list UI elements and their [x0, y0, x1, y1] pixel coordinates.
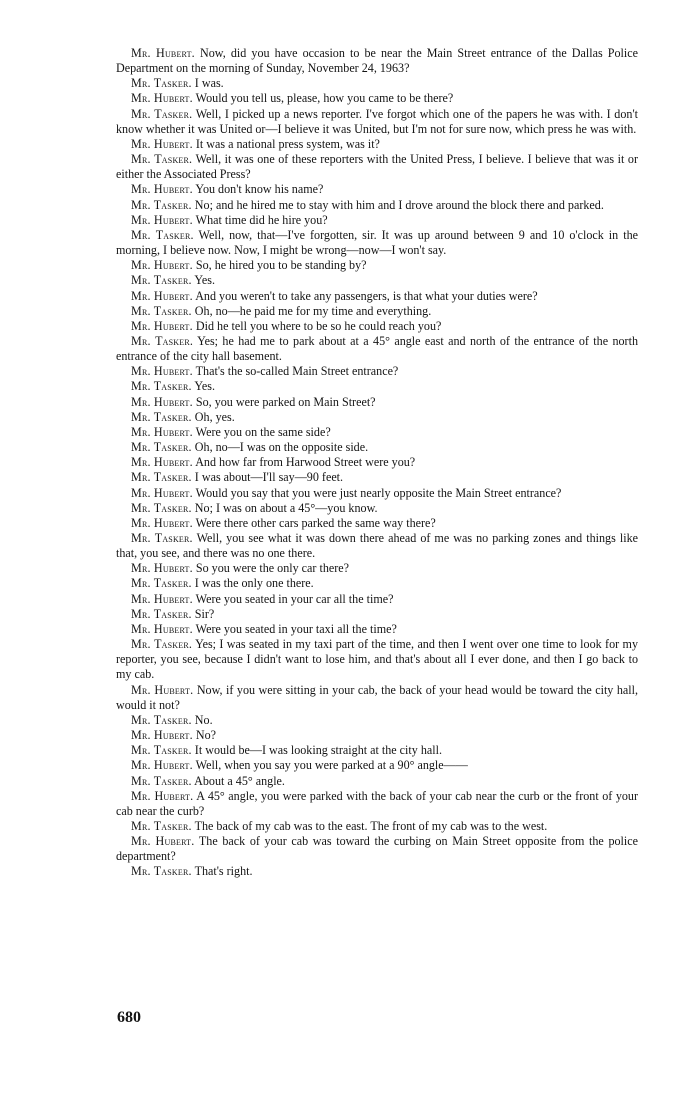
statement-text: Well, when you say you were parked at a 90° angle——	[195, 758, 468, 773]
statement-text: So, he hired you to be standing by?	[195, 258, 367, 273]
speaker-label: Mr. Tasker.	[131, 333, 194, 348]
testimony-paragraph	[116, 334, 638, 364]
testimony-paragraph	[116, 501, 638, 516]
testimony-paragraph	[116, 743, 638, 758]
testimony-paragraph	[116, 182, 638, 197]
statement-text: I was the only one there.	[194, 576, 314, 591]
testimony-paragraph	[116, 834, 638, 864]
testimony-paragraph	[116, 607, 638, 622]
statement-text: And how far from Harwood Street were you?	[195, 455, 416, 470]
testimony-paragraph	[116, 592, 638, 607]
testimony-paragraph	[116, 258, 638, 273]
statement-text: Would you tell us, please, how you came to be there?	[195, 91, 454, 106]
statement-text: Were you on the same side?	[195, 424, 331, 439]
testimony-paragraph	[116, 728, 638, 743]
speaker-label: Mr. Hubert.	[131, 46, 195, 60]
speaker-label: Mr. Hubert.	[131, 455, 193, 470]
testimony-paragraph	[116, 198, 638, 213]
testimony-paragraph	[116, 470, 638, 485]
speaker-label: Mr. Hubert.	[131, 364, 193, 379]
speaker-label: Mr. Hubert.	[131, 515, 193, 530]
statement-text: No; I was on about a 45°—you know.	[194, 500, 378, 515]
statement-text: It would be—I was looking straight at the city hall.	[194, 743, 442, 758]
statement-text: No?	[195, 728, 217, 743]
statement-text: The back of my cab was to the east. The front of my cab was to the west.	[194, 818, 548, 833]
speaker-label: Mr. Tasker.	[131, 576, 192, 591]
statement-text: And you weren't to take any passengers, is that what your duties were?	[195, 288, 538, 303]
testimony-paragraph	[116, 561, 638, 576]
statement-text: Would you say that you were just nearly opposite the Main Street entrance?	[195, 485, 562, 500]
testimony-paragraph	[116, 425, 638, 440]
statement-text: That's the so-called Main Street entrance?	[195, 364, 399, 379]
statement-text: Now, if you were sitting in your cab, the back of your head would be toward the city hall, would it not?	[116, 682, 639, 712]
testimony-paragraph	[116, 273, 638, 288]
statement-text: That's right.	[194, 864, 253, 879]
speaker-label: Mr. Hubert.	[131, 91, 193, 106]
statement-text: Well, it was one of these reporters with the United Press, I believe. I believe that was it or either the Associated Press?	[116, 152, 638, 182]
statement-text: Sir?	[194, 606, 215, 621]
statement-text: Yes.	[194, 273, 215, 288]
testimony-paragraph	[116, 531, 638, 561]
testimony-paragraph	[116, 440, 638, 455]
speaker-label: Mr. Hubert.	[131, 424, 193, 439]
speaker-label: Mr. Hubert.	[131, 834, 195, 849]
statement-text: A 45° angle, you were parked with the back of your cab near the curb or the front of your cab near the curb?	[116, 788, 638, 818]
speaker-label: Mr. Hubert.	[131, 728, 193, 743]
statement-text: What time did he hire you?	[195, 212, 328, 227]
speaker-label: Mr. Tasker.	[131, 531, 193, 545]
testimony-paragraph	[116, 91, 638, 106]
testimony-paragraph	[116, 107, 638, 137]
testimony-paragraph	[116, 758, 638, 773]
statement-text: Were there other cars parked the same way there?	[195, 515, 436, 530]
testimony-paragraph	[116, 289, 638, 304]
statement-text: No.	[194, 712, 213, 727]
speaker-label: Mr. Tasker.	[131, 106, 193, 121]
statement-text: Were you seated in your car all the time?	[195, 591, 394, 606]
speaker-label: Mr. Hubert.	[131, 136, 193, 151]
speaker-label: Mr. Tasker.	[131, 500, 192, 515]
testimony-paragraph	[116, 819, 638, 834]
speaker-label: Mr. Hubert.	[131, 318, 193, 333]
testimony-paragraph	[116, 364, 638, 379]
testimony-paragraph	[116, 379, 638, 394]
testimony-paragraph	[116, 395, 638, 410]
speaker-label: Mr. Tasker.	[131, 409, 192, 424]
statement-text: About a 45° angle.	[194, 773, 285, 788]
testimony-paragraph	[116, 304, 638, 319]
speaker-label: Mr. Tasker.	[131, 712, 192, 727]
statement-text: Yes; I was seated in my taxi part of the time, and then I went over one time to look for my reporter, you see, because I didn't want to lose him, and that's about all I ever done, and then I go back to my cab.	[116, 637, 638, 682]
speaker-label: Mr. Hubert.	[131, 758, 193, 773]
statement-text: Oh, no—he paid me for my time and everything.	[194, 303, 432, 318]
speaker-label: Mr. Tasker.	[131, 743, 192, 758]
speaker-label: Mr. Hubert.	[131, 258, 193, 273]
speaker-label: Mr. Tasker.	[131, 197, 192, 212]
testimony-paragraph	[116, 622, 638, 637]
statement-text: I was.	[194, 76, 224, 91]
testimony-paragraph	[116, 789, 638, 819]
statement-text: Did he tell you where to be so he could reach you?	[195, 318, 442, 333]
statement-text: Well, I picked up a news reporter. I've forgot which one of the papers he was with. I don't know whether it was United or—I believe it was United, but I'm not for sure now, which press he was with.	[116, 106, 638, 136]
statement-text: You don't know his name?	[195, 182, 324, 197]
speaker-label: Mr. Hubert.	[131, 182, 193, 197]
speaker-label: Mr. Hubert.	[131, 561, 193, 576]
testimony-paragraph	[116, 713, 638, 728]
speaker-label: Mr. Tasker.	[131, 440, 192, 455]
speaker-label: Mr. Hubert.	[131, 288, 193, 303]
testimony-paragraph	[116, 228, 638, 258]
speaker-label: Mr. Tasker.	[131, 303, 192, 318]
testimony-paragraph	[116, 637, 638, 682]
testimony-paragraph	[116, 152, 638, 182]
statement-text: Now, did you have occasion to be near the Main Street entrance of the Dallas Police Department on the morning of Sunday, November 24, 1963?	[116, 46, 639, 76]
speaker-label: Mr. Hubert.	[131, 591, 193, 606]
speaker-label: Mr. Tasker.	[131, 470, 192, 485]
testimony-paragraph	[116, 319, 638, 334]
testimony-paragraph	[116, 864, 638, 879]
speaker-label: Mr. Tasker.	[131, 76, 192, 91]
statement-text: Yes.	[194, 379, 215, 394]
testimony-paragraph	[116, 683, 638, 713]
page-number: 680	[117, 1009, 141, 1026]
speaker-label: Mr. Hubert.	[131, 682, 194, 697]
speaker-label: Mr. Tasker.	[131, 818, 192, 833]
speaker-label: Mr. Tasker.	[131, 273, 192, 288]
statement-text: I was about—I'll say—90 feet.	[194, 470, 344, 485]
statement-text: No; and he hired me to stay with him and I drove around the block there and parked.	[194, 197, 604, 212]
testimony-paragraph	[116, 576, 638, 591]
speaker-label: Mr. Hubert.	[131, 621, 193, 636]
speaker-label: Mr. Tasker.	[131, 773, 192, 788]
testimony-paragraph	[116, 516, 638, 531]
statement-text: Yes; he had me to park about at a 45° angle east and north of the entrance of the north entrance of the city hall basement.	[116, 333, 638, 364]
statement-text: Oh, no—I was on the opposite side.	[194, 440, 369, 455]
testimony-paragraph	[116, 46, 638, 76]
statement-text: Were you seated in your taxi all the time?	[195, 621, 397, 636]
testimony-paragraph	[116, 486, 638, 501]
speaker-label: Mr. Tasker.	[131, 606, 192, 621]
speaker-label: Mr. Hubert.	[131, 485, 193, 500]
testimony-paragraph	[116, 410, 638, 425]
testimony-transcript	[116, 46, 638, 880]
statement-text: So you were the only car there?	[195, 561, 350, 576]
statement-text: So, you were parked on Main Street?	[195, 394, 376, 409]
testimony-paragraph	[116, 213, 638, 228]
testimony-paragraph	[116, 137, 638, 152]
statement-text: Oh, yes.	[194, 409, 235, 424]
speaker-label: Mr. Hubert.	[131, 788, 194, 803]
speaker-label: Mr. Hubert.	[131, 394, 193, 409]
speaker-label: Mr. Tasker.	[131, 637, 193, 652]
speaker-label: Mr. Tasker.	[131, 864, 192, 879]
statement-text: The back of your cab was toward the curbing on Main Street opposite from the police department?	[116, 834, 638, 864]
testimony-paragraph	[116, 774, 638, 789]
statement-text: Well, you see what it was down there ahead of me was no parking zones and things like that, you see, and there was no one there.	[116, 531, 638, 561]
speaker-label: Mr. Tasker.	[131, 227, 194, 242]
speaker-label: Mr. Hubert.	[131, 212, 193, 227]
testimony-paragraph	[116, 76, 638, 91]
testimony-paragraph	[116, 455, 638, 470]
speaker-label: Mr. Tasker.	[131, 152, 193, 167]
statement-text: Well, now, that—I've forgotten, sir. It was up around between 9 and 10 o'clock in the morning, I believe now. Now, I might be wrong—now—I won't say.	[116, 227, 638, 258]
speaker-label: Mr. Tasker.	[131, 379, 192, 394]
statement-text: It was a national press system, was it?	[195, 136, 380, 151]
